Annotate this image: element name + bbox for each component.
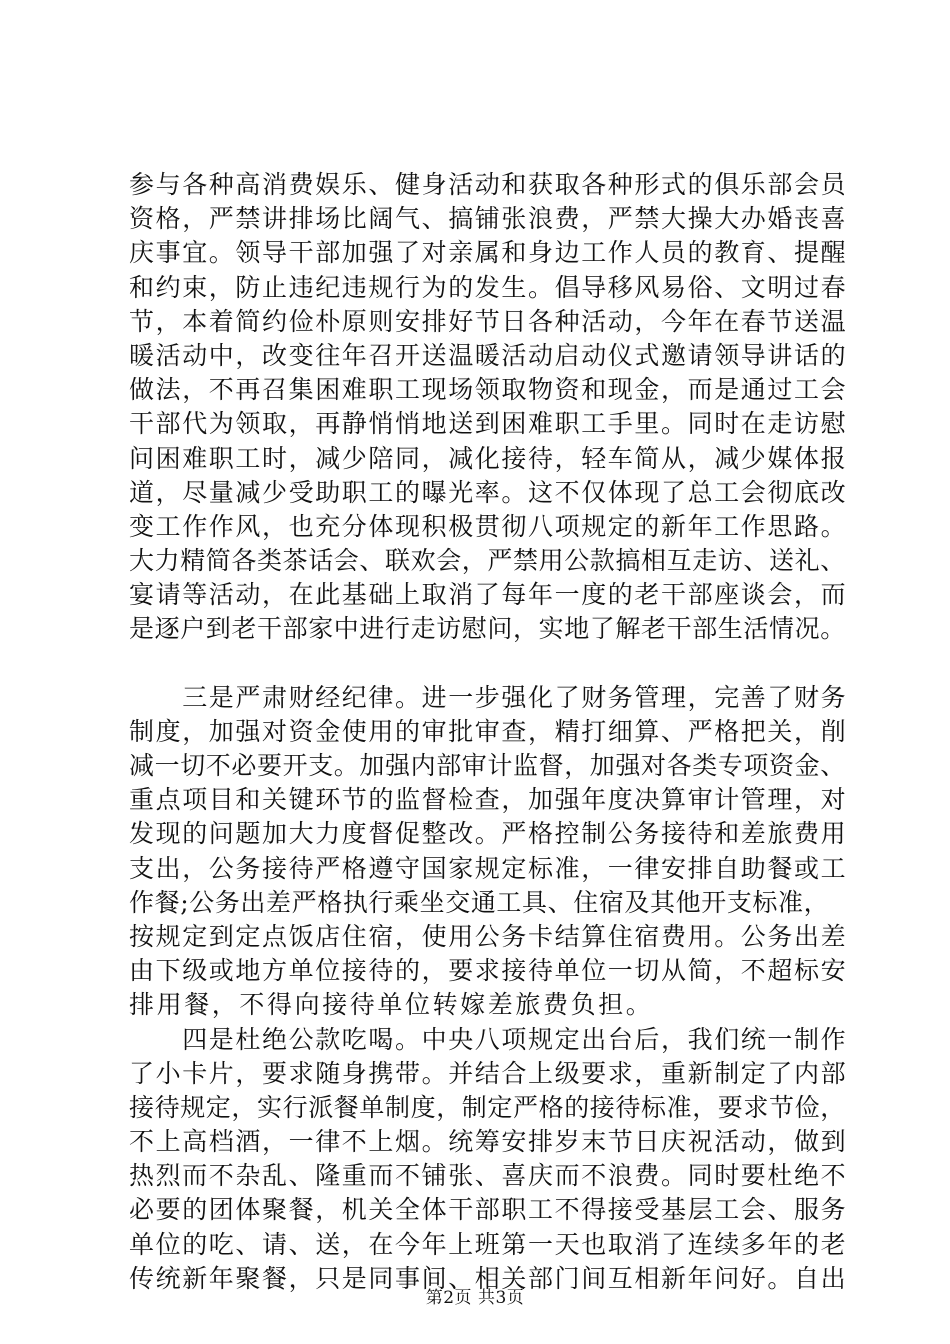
paragraph-financial-discipline [129, 681, 851, 1023]
text-line: 问困难职工时，减少陪同，减化接待，轻车简从，减少媒体报 [129, 443, 848, 473]
text-line: 按规定到定点饭店住宿，使用公务卡结算住宿费用。公务出差 [129, 921, 848, 951]
paragraph-entertainment-restrictions [129, 168, 851, 647]
text-line: 参与各种高消费娱乐、健身活动和获取各种形式的俱乐部会员 [129, 170, 848, 199]
text-line: 节，本着简约俭朴原则安排好节日各种活动，今年在春节送温 [129, 306, 848, 336]
text-line: 了小卡片，要求随身携带。并结合上级要求，重新制定了内部 [129, 1058, 848, 1088]
page-number-footer: 第2页 共3页 [425, 1288, 525, 1308]
text-line: 接待规定，实行派餐单制度，制定严格的接待标准，要求节俭， [129, 1092, 846, 1122]
text-line: 传统新年聚餐，只是同事间、相关部门间互相新年问好。自出 [129, 1263, 848, 1293]
paragraph-spacer [129, 647, 851, 681]
text-line: 干部代为领取，再静悄悄地送到困难职工手里。同时在走访慰 [129, 409, 848, 439]
text-line: 大力精简各类茶话会、联欢会，严禁用公款搞相互走访、送礼、 [129, 546, 846, 576]
text-line: 减一切不必要开支。加强内部审计监督，加强对各类专项资金、 [129, 751, 846, 780]
text-line: 必要的团体聚餐，机关全体干部职工不得接受基层工会、服务 [129, 1195, 848, 1225]
text-line: 暖活动中，改变往年召开送温暖活动启动仪式邀请领导讲话的 [129, 340, 848, 370]
text-line: 三是严肃财经纪律。进一步强化了财务管理，完善了财务 [129, 682, 848, 712]
text-line: 道，尽量减少受助职工的曝光率。这不仅体现了总工会彻底改 [129, 477, 848, 507]
text-line: 和约束，防止违纪违规行为的发生。倡导移风易俗、文明过春 [129, 272, 848, 302]
text-line: 排用餐，不得向接待单位转嫁差旅费负担。 [129, 990, 654, 1020]
text-line: 由下级或地方单位接待的，要求接待单位一切从简，不超标安 [129, 956, 848, 986]
text-line: 是逐户到老干部家中进行走访慰问，实地了解老干部生活情况。 [129, 614, 846, 644]
text-line: 资格，严禁讲排场比阔气、搞铺张浪费，严禁大操大办婚丧喜 [129, 204, 848, 234]
text-line: 做法，不再召集困难职工现场领取物资和现金，而是通过工会 [129, 375, 848, 405]
paragraph-public-funds-dining [129, 1023, 851, 1297]
text-line: 庆事宜。领导干部加强了对亲属和身边工作人员的教育、提醒 [129, 238, 848, 268]
text-line: 发现的问题加大力度督促整改。严格控制公务接待和差旅费用 [129, 819, 848, 849]
text-line: 单位的吃、请、送，在今年上班第一天也取消了连续多年的老 [129, 1229, 848, 1259]
text-line: 制度，加强对资金使用的审批审查，精打细算、严格把关，削 [129, 716, 848, 746]
text-line: 四是杜绝公款吃喝。中央八项规定出台后，我们统一制作 [129, 1024, 848, 1054]
text-line: 不上高档酒，一律不上烟。统筹安排岁末节日庆祝活动，做到 [129, 1127, 848, 1157]
text-line: 支出，公务接待严格遵守国家规定标准，一律安排自助餐或工 [129, 853, 848, 883]
text-line: 重点项目和关键环节的监督检查，加强年度决算审计管理，对 [129, 785, 848, 815]
document-body [129, 168, 851, 1296]
text-line: 宴请等活动，在此基础上取消了每年一度的老干部座谈会，而 [129, 580, 848, 610]
text-line: 变工作作风，也充分体现积极贯彻八项规定的新年工作思路。 [129, 511, 848, 541]
text-line: 作餐;公务出差严格执行乘坐交通工具、住宿及其他开支标准， [129, 887, 830, 917]
text-line: 热烈而不杂乱、隆重而不铺张、喜庆而不浪费。同时要杜绝不 [129, 1161, 848, 1191]
